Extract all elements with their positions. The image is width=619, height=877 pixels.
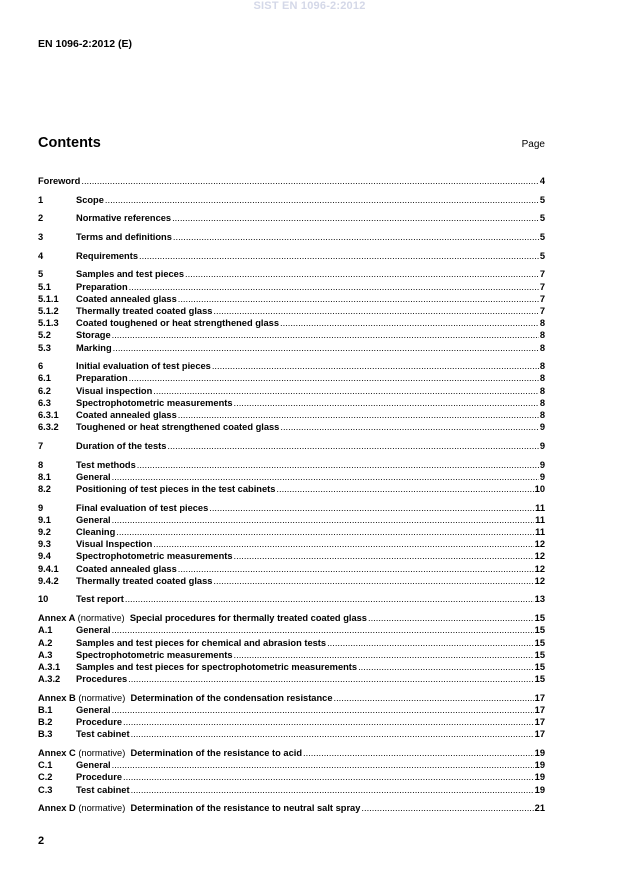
toc-entry-page: 7 (539, 293, 545, 304)
toc-entry-number: 8.2 (38, 483, 51, 494)
toc-leader-dots (112, 624, 534, 636)
toc-entry-page: 7 (539, 281, 545, 292)
toc-entry-page: 11 (535, 502, 545, 513)
toc-entry-number: 6.3.1 (38, 410, 59, 420)
toc-entry-title: Procedures (76, 674, 128, 685)
toc-entry-title: Preparation (76, 373, 128, 384)
toc-entry-page: 5 (539, 232, 545, 243)
toc-entry-title: Samples and test pieces for chemical and abrasion tests (76, 637, 327, 648)
toc-entry[interactable] (38, 637, 545, 649)
document-id: EN 1096-2:2012 (E) (38, 38, 132, 50)
toc-entry-page: 9 (539, 422, 545, 433)
toc-entry-title: Preparation (76, 281, 128, 292)
toc-entry[interactable] (38, 385, 545, 397)
toc-entry-number: A.1 (38, 625, 53, 636)
toc-entry-title (38, 612, 367, 624)
toc-leader-dots (112, 329, 539, 341)
toc-entry-number: 2 (38, 213, 44, 224)
toc-entry[interactable] (38, 538, 545, 550)
annex-qualifier: (normative) (77, 613, 125, 624)
toc-entry-number: 5.3 (38, 342, 51, 353)
toc-leader-dots (113, 342, 539, 354)
toc-entry-title: Procedure (76, 717, 122, 728)
toc-entry-number: C.2 (38, 772, 53, 783)
toc-entry-page: 9 (539, 459, 545, 470)
toc-entry[interactable] (38, 673, 545, 685)
toc-entry[interactable] (38, 716, 545, 728)
toc-entry-number: 8.1 (38, 471, 51, 482)
toc-entry-title: General (76, 760, 111, 771)
toc-entry-number: 9.1 (38, 514, 51, 525)
toc-entry[interactable] (38, 759, 545, 771)
toc-entry[interactable] (38, 360, 545, 372)
toc-leader-dots (131, 784, 534, 796)
toc-entry-title: Duration of the tests (76, 440, 167, 451)
toc-entry-page: 9 (539, 440, 545, 451)
toc-entry-page: 5 (539, 213, 545, 224)
toc-entry-title: Positioning of test pieces in the test cabinets (76, 483, 276, 494)
toc-entry-number: 5.1 (38, 281, 51, 292)
toc-entry-page: 9 (539, 471, 545, 482)
toc-entry-number: 6.3 (38, 397, 51, 408)
toc-entry-title: General (76, 625, 111, 636)
toc-leader-dots (129, 372, 539, 384)
toc-entry-number: 4 (38, 250, 44, 261)
toc-entry-number: 3 (38, 232, 44, 243)
toc-entry-number: A.2 (38, 637, 53, 648)
toc-entry-page: 17 (534, 717, 545, 728)
toc-entry[interactable] (38, 268, 545, 280)
toc-leader-dots (185, 268, 539, 280)
annex-title: Determination of the resistance to neutral salt spray (130, 803, 361, 814)
watermark: SIST EN 1096-2:2012 (253, 0, 366, 12)
toc-entry-page: 8 (539, 361, 545, 372)
toc-entry[interactable] (38, 293, 545, 305)
toc-leader-dots (125, 593, 534, 605)
annex-title: Determination of the resistance to acid (130, 748, 303, 758)
toc-leader-dots (112, 759, 534, 771)
toc-entry[interactable] (38, 397, 545, 409)
toc-entry-title: Test methods (76, 459, 136, 470)
toc-leader-dots (178, 563, 534, 575)
toc-entry-number: 5 (38, 269, 44, 280)
toc-entry-page: 17 (534, 692, 545, 703)
annex-title: Special procedures for thermally treated coated glass (129, 613, 367, 624)
toc-entry-page: 19 (534, 748, 545, 758)
toc-entry-number: 9.4.1 (38, 563, 59, 574)
toc-entry[interactable] (38, 692, 545, 704)
toc-entry-page: 11 (535, 527, 545, 537)
toc-entry-page: 12 (534, 563, 545, 574)
toc-entry[interactable] (38, 317, 545, 329)
toc-leader-dots (112, 514, 535, 526)
toc-entry-page: 7 (539, 306, 545, 316)
toc-entry-number: C.1 (38, 760, 53, 771)
toc-entry[interactable] (38, 771, 545, 783)
toc-entry-title: General (76, 471, 111, 482)
toc-entry-title: Coated annealed glass (76, 410, 177, 420)
toc-leader-dots (112, 704, 534, 716)
toc-entry-title: Spectrophotometric measurements (76, 649, 233, 660)
toc-leader-dots (213, 305, 538, 317)
toc-entry-page: 15 (534, 637, 545, 648)
toc-entry-title: Terms and definitions (76, 232, 172, 243)
toc-leader-dots (131, 728, 534, 740)
toc-leader-dots (212, 360, 539, 372)
toc-entry-title: Procedure (76, 772, 122, 783)
toc-entry-page: 5 (539, 194, 545, 205)
annex-qualifier: (normative) (78, 748, 126, 758)
toc-leader-dots (153, 385, 539, 397)
toc-leader-dots (368, 612, 534, 624)
toc-entry-page: 17 (534, 704, 545, 715)
toc-entry[interactable] (38, 649, 545, 661)
toc-entry[interactable] (38, 305, 545, 317)
toc-entry[interactable] (38, 514, 545, 526)
toc-entry-title: Coated annealed glass (76, 563, 177, 574)
toc-leader-dots (81, 175, 538, 187)
toc-leader-dots (137, 459, 539, 471)
toc-entry[interactable] (38, 483, 545, 495)
toc-leader-dots (213, 575, 533, 587)
toc-entry-page: 8 (539, 342, 545, 353)
toc-entry-page: 12 (534, 539, 545, 550)
toc-entry[interactable] (38, 802, 545, 814)
toc-leader-dots (116, 526, 534, 538)
toc-entry-number: B.2 (38, 717, 53, 728)
toc-entry-number: 6.1 (38, 373, 51, 384)
toc-entry[interactable] (38, 575, 545, 587)
toc-entry-number: 9.3 (38, 539, 51, 550)
toc-entry-title: Thermally treated coated glass (76, 575, 213, 586)
toc-entry-title: Spectrophotometric measurements (76, 551, 233, 562)
toc-entry[interactable] (38, 550, 545, 562)
toc-entry-title (38, 692, 333, 704)
toc-entry[interactable] (38, 563, 545, 575)
annex-label: Annex D (38, 803, 76, 814)
toc-entry-title: Marking (76, 342, 112, 353)
toc-entry[interactable] (38, 459, 545, 471)
toc-leader-dots (234, 649, 534, 661)
toc-entry[interactable] (38, 747, 545, 759)
toc-entry-page: 11 (535, 514, 545, 525)
toc-leader-dots (178, 409, 539, 421)
toc-entry[interactable] (38, 212, 545, 224)
toc-entry[interactable] (38, 440, 545, 452)
toc-leader-dots (129, 281, 539, 293)
toc-entry-page: 15 (534, 625, 545, 636)
toc-entry[interactable] (38, 342, 545, 354)
toc-entry-title: Scope (76, 194, 104, 205)
toc-leader-dots (209, 502, 534, 514)
toc-leader-dots (173, 231, 539, 243)
toc-entry-number: 9.2 (38, 527, 51, 537)
annex-label: Annex B (38, 692, 76, 703)
toc-leader-dots (334, 692, 534, 704)
toc-entry[interactable] (38, 704, 545, 716)
toc-entry-title: Samples and test pieces (76, 269, 184, 280)
annex-qualifier: (normative) (78, 803, 126, 814)
toc-entry-page: 12 (534, 551, 545, 562)
toc-entry-page: 5 (539, 250, 545, 261)
toc-entry-title: Final evaluation of test pieces (76, 502, 209, 513)
toc-entry[interactable] (38, 593, 545, 605)
toc-entry[interactable] (38, 329, 545, 341)
toc-entry-page: 8 (539, 397, 545, 408)
toc-entry-page: 12 (534, 575, 545, 586)
toc-entry-number: 5.1.3 (38, 318, 59, 329)
toc-entry[interactable] (38, 784, 545, 796)
toc-entry-page: 8 (539, 373, 545, 384)
toc-entry-title: Coated toughened or heat strengthened glass (76, 318, 280, 329)
toc-entry-title: Test report (76, 594, 124, 605)
toc-leader-dots (276, 483, 533, 495)
toc-entry[interactable] (38, 612, 545, 624)
toc-entry-title: Normative references (76, 213, 172, 224)
toc-entry-number: 5.1.1 (38, 293, 59, 304)
toc-entry-number: 9.4.2 (38, 575, 59, 586)
toc-leader-dots (112, 471, 539, 483)
toc-entry[interactable] (38, 175, 545, 187)
toc-entry-number: 5.2 (38, 330, 51, 341)
toc-entry-number: 6.2 (38, 385, 51, 396)
toc-leader-dots (358, 661, 534, 673)
toc-entry[interactable] (38, 281, 545, 293)
annex-qualifier: (normative) (78, 692, 126, 703)
toc-leader-dots (280, 421, 538, 433)
toc-entry-title: General (76, 514, 111, 525)
toc-entry-number: 9.4 (38, 551, 51, 562)
toc-entry-title: Coated annealed glass (76, 293, 177, 304)
toc-entry-title (38, 747, 302, 759)
toc-entry-number: 7 (38, 440, 44, 451)
toc-entry-title: Storage (76, 330, 111, 341)
toc-leader-dots (303, 747, 534, 759)
toc-leader-dots (234, 550, 534, 562)
toc-entry-page: 15 (534, 649, 545, 660)
toc-entry-page: 17 (534, 729, 545, 740)
toc-entry-page: 8 (539, 410, 545, 420)
toc-entry-page: 15 (534, 674, 545, 685)
toc-entry-number: 1 (38, 194, 44, 205)
toc-entry-title: Samples and test pieces for spectrophotometric measurements (76, 661, 358, 672)
toc-entry-number: A.3.2 (38, 674, 61, 685)
toc-entry-title: Visual inspection (76, 385, 153, 396)
toc-entry[interactable] (38, 194, 545, 206)
toc-leader-dots (361, 802, 533, 814)
toc-leader-dots (172, 212, 539, 224)
toc-entry-title: Toughened or heat strengthened coated glass (76, 422, 280, 433)
toc-entry-title: Requirements (76, 250, 138, 261)
toc-entry[interactable] (38, 231, 545, 243)
page-number: 2 (38, 835, 45, 847)
toc-entry-number: 5.1.2 (38, 306, 59, 316)
toc-entry[interactable] (38, 661, 545, 673)
toc-entry-number: A.3 (38, 649, 53, 660)
toc-entry-title: Foreword (38, 176, 81, 186)
toc-entry-page: 8 (539, 385, 545, 396)
toc-entry-title (38, 802, 360, 814)
contents-heading: Contents (38, 135, 101, 151)
toc-entry-number: 10 (38, 594, 49, 605)
toc-entry-title: Cleaning (76, 527, 116, 537)
toc-entry-title: Visual Inspection (76, 539, 153, 550)
toc-leader-dots (139, 250, 539, 262)
toc-entry[interactable] (38, 250, 545, 262)
toc-entry-page: 19 (534, 760, 545, 771)
toc-entry-page: 10 (534, 483, 545, 494)
toc-entry-page: 19 (534, 784, 545, 795)
annex-label: Annex A (38, 613, 76, 624)
toc-leader-dots (128, 673, 534, 685)
table-of-contents (38, 175, 545, 814)
toc-leader-dots (167, 440, 538, 452)
toc-entry-page: 4 (539, 176, 545, 186)
toc-entry-title: Test cabinet (76, 729, 130, 740)
page-column-label: Page (521, 139, 545, 150)
toc-entry[interactable] (38, 624, 545, 636)
toc-entry-number: A.3.1 (38, 661, 61, 672)
toc-entry-number: C.3 (38, 784, 53, 795)
toc-entry-page: 7 (539, 269, 545, 280)
toc-leader-dots (234, 397, 539, 409)
toc-entry-number: B.3 (38, 729, 53, 740)
toc-entry[interactable] (38, 526, 545, 538)
toc-leader-dots (123, 771, 534, 783)
toc-entry-number: 9 (38, 502, 44, 513)
toc-entry-page: 21 (534, 803, 545, 814)
toc-leader-dots (153, 538, 533, 550)
toc-entry-page: 19 (534, 772, 545, 783)
toc-entry[interactable] (38, 409, 545, 421)
toc-entry-page: 15 (534, 661, 545, 672)
toc-leader-dots (178, 293, 539, 305)
toc-entry-title: General (76, 704, 111, 715)
toc-entry[interactable] (38, 471, 545, 483)
toc-entry-title: Test cabinet (76, 784, 130, 795)
toc-entry-title: Initial evaluation of test pieces (76, 361, 211, 372)
toc-leader-dots (327, 637, 534, 649)
toc-entry-page: 8 (539, 318, 545, 329)
annex-label: Annex C (38, 748, 76, 758)
toc-entry[interactable] (38, 728, 545, 740)
toc-entry-number: 6.3.2 (38, 422, 59, 433)
toc-entry-number: 6 (38, 361, 44, 372)
annex-title: Determination of the condensation resistance (130, 692, 333, 703)
toc-entry[interactable] (38, 372, 545, 384)
toc-leader-dots (105, 194, 539, 206)
toc-entry[interactable] (38, 421, 545, 433)
toc-leader-dots (280, 317, 539, 329)
toc-entry-number: 8 (38, 459, 44, 470)
toc-entry-number: B.1 (38, 704, 53, 715)
toc-entry[interactable] (38, 502, 545, 514)
toc-entry-page: 15 (534, 613, 545, 624)
toc-entry-page: 8 (539, 330, 545, 341)
toc-entry-title: Spectrophotometric measurements (76, 397, 233, 408)
toc-entry-page: 13 (534, 594, 545, 605)
toc-leader-dots (123, 716, 534, 728)
toc-entry-title: Thermally treated coated glass (76, 306, 213, 316)
